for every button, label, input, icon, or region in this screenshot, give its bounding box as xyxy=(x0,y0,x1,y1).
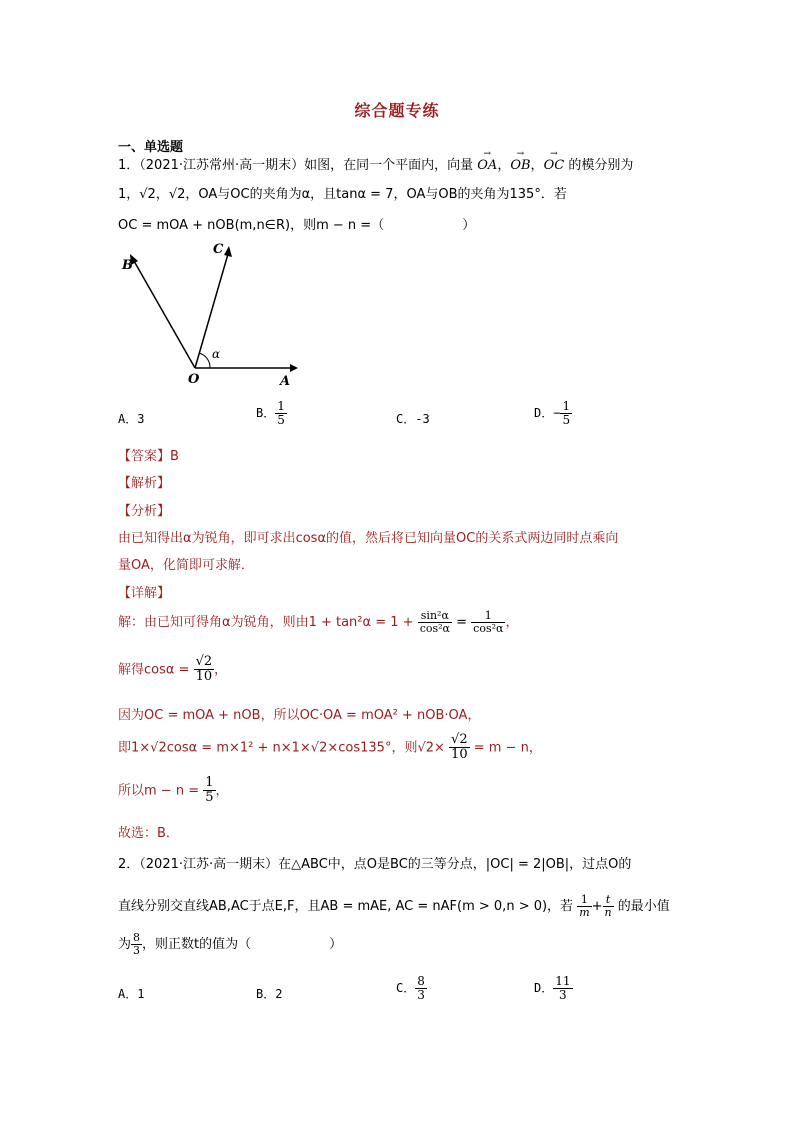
q2-line3: 为 $\frac{8}{3}$ ，则正数t的值为（ ） xyxy=(118,931,343,958)
q1-option-b: B． $\frac{1}{5}$ xyxy=(256,399,285,428)
ray-ob xyxy=(134,261,195,368)
q2-option-c: C． $\frac{8}{3}$ xyxy=(396,974,425,1003)
q2-line1: 2．（2021·江苏·高一期末）在△ABC中，点O是BC的三等分点，|OC| = 2|OB|，过点O的 xyxy=(118,857,632,872)
q1-line1-end: 的模分别为 xyxy=(568,158,634,173)
label-a: A xyxy=(280,374,291,389)
q1-sol-6: 故选：B． xyxy=(118,826,179,841)
q1-sol-5: 所以m − n = $\frac{1}{5}$ ， xyxy=(118,775,229,806)
q1-fenxi: 【分析】 xyxy=(118,504,171,519)
q1-analysis-1: 由已知得出α为锐角，即可求出cosα的值，然后将已知向量OC的关系式两边同时点乘向 xyxy=(118,531,619,546)
arrow-a-icon xyxy=(290,364,298,372)
label-c: C xyxy=(213,242,224,257)
q1-line1: 1．（2021·江苏常州·高一期末）如图，在同一个平面内，向量 → OA，→ OB，→ OC 的模分别为 xyxy=(118,154,633,173)
arrow-c-icon xyxy=(224,246,232,257)
page-title: 综合题专练 xyxy=(354,101,440,120)
q1-sol-4: 即1×√2cosα = m×1² + n×1×√2×cos135°，则√2× $\frac{√2}{10}$ = m − n， xyxy=(118,732,542,763)
q1-sol-3: 因为OC = mOA + nOB，所以OC·OA = mOA² + nOB·OA， xyxy=(118,708,481,723)
label-o: O xyxy=(188,372,200,387)
label-alpha: α xyxy=(212,347,221,361)
angle-arc xyxy=(199,353,210,368)
q1-xiangjie: 【详解】 xyxy=(118,586,171,601)
q1-jiexi: 【解析】 xyxy=(118,476,171,491)
q2-line2: 直线分别交直线AB,AC于点E,F，且AB = mAE, AC = nAF(m > 0,n > 0)，若 $\frac{1}{m}$ + $\frac{t}{n}$ 的最小值 xyxy=(118,893,670,920)
q1-figure xyxy=(118,236,308,391)
q1-option-d: D．− $\frac{1}{5}$ xyxy=(534,399,571,428)
q1-line2: 1，√2，√2，OA与OC的夹角为α，且tanα = 7，OA与OB的夹角为135°．若 xyxy=(118,187,567,202)
q1-analysis-2: 量OA，化简即可求解． xyxy=(118,558,254,573)
q1-option-a: A．3 xyxy=(118,412,145,426)
q1-line3: OC = mOA + nOB(m,n∈R)，则m − n =（ ） xyxy=(118,218,476,233)
q1-answer: 【答案】B xyxy=(118,449,179,464)
section-heading: 一、单选题 xyxy=(118,140,184,155)
q1-option-c: C．-3 xyxy=(396,412,430,426)
q1-line1-text: 1．（2021·江苏常州·高一期末）如图，在同一个平面内，向量 xyxy=(118,158,474,173)
q1-sol-2: 解得cosα = $\frac{√2}{10}$ ， xyxy=(118,654,228,685)
label-b: B xyxy=(122,258,133,273)
q2-option-b: B．2 xyxy=(256,987,283,1001)
q1-sol-1: 解：由已知可得角α为锐角，则由1 + tan²α = 1 + $\frac{\text{sin²α}}{\text{cos²α}}$ = $\frac{1}{\text{cos²α}}$ ， xyxy=(118,609,519,636)
q2-option-a: A．1 xyxy=(118,987,145,1001)
q2-option-d: D． $\frac{11}{3}$ xyxy=(534,974,571,1003)
